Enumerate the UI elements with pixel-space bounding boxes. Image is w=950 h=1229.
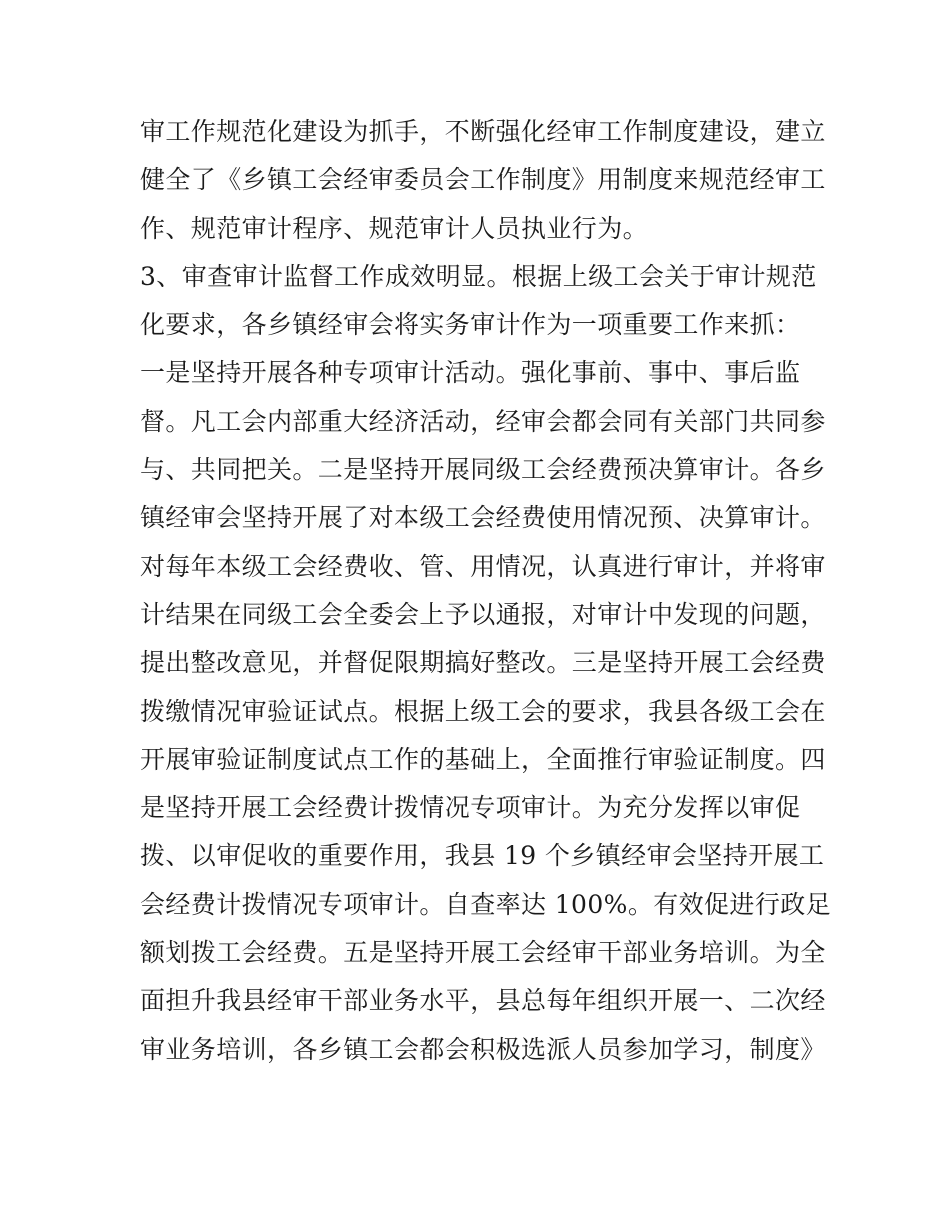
text-line: 额划拨工会经费。五是坚持开展工会经审干部业务培训。为全 — [140, 938, 826, 968]
text-line: 开展审验证制度试点工作的基础上，全面推行审验证制度。四 — [140, 744, 826, 774]
text-line: 审工作规范化建设为抓手，不断强化经审工作制度建设，建立 — [140, 117, 826, 146]
text-line: 化要求，各乡镇经审会将实务审计作为一项重要工作来抓： — [140, 310, 801, 340]
text-line: 与、共同把关。二是坚持开展同级工会经费预决算审计。各乡 — [140, 455, 826, 485]
text-line: 拨缴情况审验证试点。根据上级工会的要求，我县各级工会在 — [140, 696, 826, 726]
text-line: 提出整改意见，并督促限期搞好整改。三是坚持开展工会经费 — [140, 648, 826, 678]
text-line: 计结果在同级工会全委会上予以通报，对审计中发现的问题， — [140, 599, 826, 629]
text-line: 健全了《乡镇工会经审委员会工作制度》用制度来规范经审工 — [140, 165, 826, 195]
text-line: 督。凡工会内部重大经济活动，经审会都会同有关部门共同参 — [140, 406, 826, 436]
text-line: 会经费计拨情况专项审计。自查率达 100%。有效促进行政足 — [140, 889, 832, 919]
text-line: 一是坚持开展各种专项审计活动。强化事前、事中、事后监 — [140, 358, 801, 388]
text-line: 作、规范审计程序、规范审计人员执业行为。 — [140, 213, 649, 243]
text-line: 面担升我县经审干部业务水平，县总每年组织开展一、二次经 — [140, 986, 826, 1016]
text-line: 拨、以审促收的重要作用，我县 19 个乡镇经审会坚持开展工 — [140, 841, 825, 871]
text-line: 镇经审会坚持开展了对本级工会经费使用情况预、决算审计。 — [140, 503, 826, 533]
text-line: 审业务培训，各乡镇工会都会积极选派人员参加学习，制度》 — [140, 1034, 826, 1064]
text-line: 是坚持开展工会经费计拨情况专项审计。为充分发挥以审促 — [140, 793, 801, 823]
text-line: 对每年本级工会经费收、管、用情况，认真进行审计，并将审 — [140, 551, 826, 581]
text-line: 3、审查审计监督工作成效明显。根据上级工会关于审计规范 — [140, 261, 817, 291]
body-text — [140, 108, 832, 1074]
